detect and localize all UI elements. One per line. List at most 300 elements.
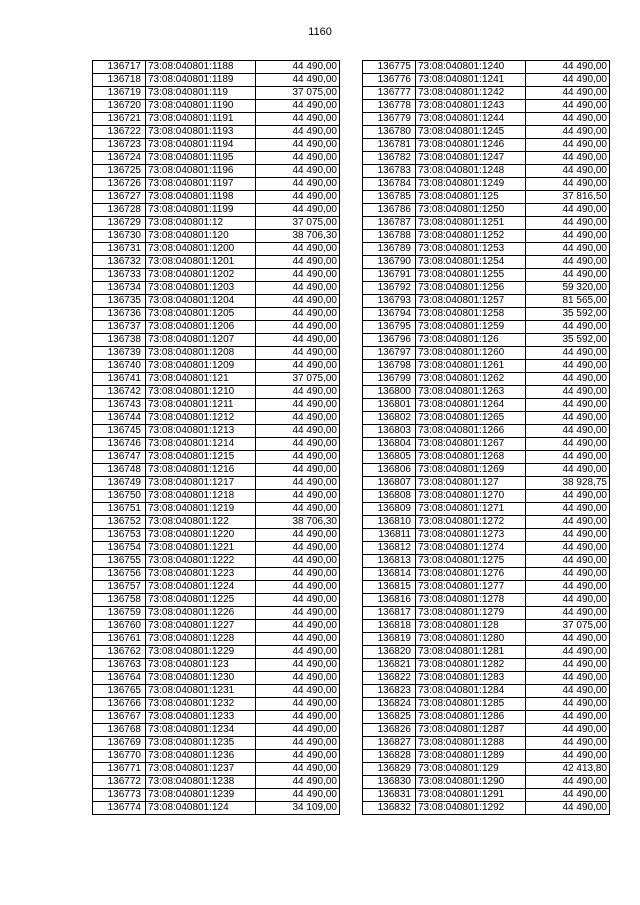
table-row bbox=[93, 594, 340, 607]
value-cell: 44 490,00 bbox=[526, 74, 610, 87]
row-id-cell: 136822 bbox=[363, 672, 416, 685]
cadastral-number-cell: 73:08:040801:1274 bbox=[416, 542, 526, 555]
cadastral-number-cell: 73:08:040801:1200 bbox=[146, 243, 256, 256]
cadastral-number-cell: 73:08:040801:1201 bbox=[146, 256, 256, 269]
table-row bbox=[363, 412, 610, 425]
table-row bbox=[93, 347, 340, 360]
value-cell: 44 490,00 bbox=[526, 100, 610, 113]
cadastral-number-cell: 73:08:040801:1246 bbox=[416, 139, 526, 152]
cadastral-number-cell: 73:08:040801:1238 bbox=[146, 776, 256, 789]
value-cell: 44 490,00 bbox=[526, 594, 610, 607]
row-id-cell: 136774 bbox=[93, 802, 146, 815]
row-id-cell: 136727 bbox=[93, 191, 146, 204]
cadastral-number-cell: 73:08:040801:1282 bbox=[416, 659, 526, 672]
value-cell: 44 490,00 bbox=[526, 425, 610, 438]
row-id-cell: 136824 bbox=[363, 698, 416, 711]
value-cell: 44 490,00 bbox=[256, 672, 340, 685]
row-id-cell: 136725 bbox=[93, 165, 146, 178]
cadastral-number-cell: 73:08:040801:1212 bbox=[146, 412, 256, 425]
value-cell: 44 490,00 bbox=[526, 386, 610, 399]
cadastral-number-cell: 73:08:040801:1262 bbox=[416, 373, 526, 386]
cadastral-number-cell: 73:08:040801:1278 bbox=[416, 594, 526, 607]
value-cell: 44 490,00 bbox=[526, 373, 610, 386]
table-row bbox=[93, 191, 340, 204]
table-row bbox=[363, 308, 610, 321]
cadastral-number-cell: 73:08:040801:128 bbox=[416, 620, 526, 633]
value-cell: 44 490,00 bbox=[526, 464, 610, 477]
value-cell: 44 490,00 bbox=[256, 243, 340, 256]
row-id-cell: 136790 bbox=[363, 256, 416, 269]
table-row bbox=[363, 555, 610, 568]
row-id-cell: 136830 bbox=[363, 776, 416, 789]
row-id-cell: 136764 bbox=[93, 672, 146, 685]
row-id-cell: 136770 bbox=[93, 750, 146, 763]
row-id-cell: 136781 bbox=[363, 139, 416, 152]
cadastral-number-cell: 73:08:040801:1215 bbox=[146, 451, 256, 464]
row-id-cell: 136763 bbox=[93, 659, 146, 672]
table-row bbox=[363, 282, 610, 295]
value-cell: 44 490,00 bbox=[526, 529, 610, 542]
cadastral-number-cell: 73:08:040801:1272 bbox=[416, 516, 526, 529]
row-id-cell: 136730 bbox=[93, 230, 146, 243]
row-id-cell: 136729 bbox=[93, 217, 146, 230]
row-id-cell: 136789 bbox=[363, 243, 416, 256]
value-cell: 44 490,00 bbox=[526, 360, 610, 373]
cadastral-number-cell: 73:08:040801:1269 bbox=[416, 464, 526, 477]
value-cell: 38 706,30 bbox=[256, 516, 340, 529]
table-row bbox=[363, 503, 610, 516]
cadastral-number-cell: 73:08:040801:1260 bbox=[416, 347, 526, 360]
row-id-cell: 136784 bbox=[363, 178, 416, 191]
value-cell: 44 490,00 bbox=[256, 334, 340, 347]
value-cell: 44 490,00 bbox=[256, 425, 340, 438]
cadastral-number-cell: 73:08:040801:1193 bbox=[146, 126, 256, 139]
value-cell: 44 490,00 bbox=[526, 607, 610, 620]
row-id-cell: 136748 bbox=[93, 464, 146, 477]
row-id-cell: 136823 bbox=[363, 685, 416, 698]
row-id-cell: 136720 bbox=[93, 100, 146, 113]
cadastral-number-cell: 73:08:040801:1235 bbox=[146, 737, 256, 750]
cadastral-number-cell: 73:08:040801:1257 bbox=[416, 295, 526, 308]
table-row bbox=[93, 295, 340, 308]
cadastral-number-cell: 73:08:040801:1214 bbox=[146, 438, 256, 451]
cadastral-number-cell: 73:08:040801:1277 bbox=[416, 581, 526, 594]
table-row bbox=[363, 802, 610, 815]
table-row bbox=[363, 685, 610, 698]
cadastral-number-cell: 73:08:040801:1244 bbox=[416, 113, 526, 126]
row-id-cell: 136751 bbox=[93, 503, 146, 516]
cadastral-number-cell: 73:08:040801:1203 bbox=[146, 282, 256, 295]
value-cell: 44 490,00 bbox=[256, 100, 340, 113]
table-row bbox=[363, 347, 610, 360]
value-cell: 44 490,00 bbox=[526, 724, 610, 737]
cadastral-number-cell: 73:08:040801:124 bbox=[146, 802, 256, 815]
table-row bbox=[363, 256, 610, 269]
cadastral-number-cell: 73:08:040801:121 bbox=[146, 373, 256, 386]
value-cell: 44 490,00 bbox=[526, 139, 610, 152]
cadastral-number-cell: 73:08:040801:1188 bbox=[146, 61, 256, 74]
value-cell: 44 490,00 bbox=[526, 672, 610, 685]
value-cell: 44 490,00 bbox=[256, 412, 340, 425]
cadastral-number-cell: 73:08:040801:1276 bbox=[416, 568, 526, 581]
row-id-cell: 136723 bbox=[93, 139, 146, 152]
table-row bbox=[363, 399, 610, 412]
row-id-cell: 136744 bbox=[93, 412, 146, 425]
cadastral-number-cell: 73:08:040801:1236 bbox=[146, 750, 256, 763]
row-id-cell: 136776 bbox=[363, 74, 416, 87]
table-row bbox=[363, 763, 610, 776]
cadastral-number-cell: 73:08:040801:1191 bbox=[146, 113, 256, 126]
value-cell: 44 490,00 bbox=[256, 386, 340, 399]
row-id-cell: 136809 bbox=[363, 503, 416, 516]
cadastral-number-cell: 73:08:040801:1251 bbox=[416, 217, 526, 230]
cadastral-number-cell: 73:08:040801:1219 bbox=[146, 503, 256, 516]
value-cell: 44 490,00 bbox=[256, 191, 340, 204]
value-cell: 44 490,00 bbox=[256, 711, 340, 724]
row-id-cell: 136726 bbox=[93, 178, 146, 191]
value-cell: 44 490,00 bbox=[256, 737, 340, 750]
cadastral-number-cell: 73:08:040801:1221 bbox=[146, 542, 256, 555]
table-row bbox=[93, 451, 340, 464]
row-id-cell: 136804 bbox=[363, 438, 416, 451]
value-cell: 44 490,00 bbox=[526, 750, 610, 763]
row-id-cell: 136728 bbox=[93, 204, 146, 217]
cadastral-number-cell: 73:08:040801:1208 bbox=[146, 347, 256, 360]
value-cell: 44 490,00 bbox=[256, 399, 340, 412]
table-row bbox=[363, 737, 610, 750]
row-id-cell: 136734 bbox=[93, 282, 146, 295]
row-id-cell: 136749 bbox=[93, 477, 146, 490]
row-id-cell: 136782 bbox=[363, 152, 416, 165]
value-cell: 44 490,00 bbox=[526, 789, 610, 802]
value-cell: 44 490,00 bbox=[526, 646, 610, 659]
value-cell: 44 490,00 bbox=[256, 555, 340, 568]
row-id-cell: 136721 bbox=[93, 113, 146, 126]
row-id-cell: 136775 bbox=[363, 61, 416, 74]
value-cell: 44 490,00 bbox=[256, 178, 340, 191]
cadastral-number-cell: 73:08:040801:1241 bbox=[416, 74, 526, 87]
row-id-cell: 136750 bbox=[93, 490, 146, 503]
row-id-cell: 136742 bbox=[93, 386, 146, 399]
value-cell: 37 816,50 bbox=[526, 191, 610, 204]
table-row bbox=[93, 256, 340, 269]
value-cell: 44 490,00 bbox=[256, 282, 340, 295]
value-cell: 44 490,00 bbox=[526, 165, 610, 178]
row-id-cell: 136805 bbox=[363, 451, 416, 464]
cadastral-number-cell: 73:08:040801:1205 bbox=[146, 308, 256, 321]
row-id-cell: 136800 bbox=[363, 386, 416, 399]
row-id-cell: 136768 bbox=[93, 724, 146, 737]
row-id-cell: 136797 bbox=[363, 347, 416, 360]
table-row bbox=[363, 789, 610, 802]
value-cell: 44 490,00 bbox=[526, 581, 610, 594]
cadastral-number-cell: 73:08:040801:1217 bbox=[146, 477, 256, 490]
cadastral-number-cell: 73:08:040801:126 bbox=[416, 334, 526, 347]
cadastral-number-cell: 73:08:040801:1197 bbox=[146, 178, 256, 191]
table-row bbox=[363, 61, 610, 74]
row-id-cell: 136814 bbox=[363, 568, 416, 581]
cadastral-number-cell: 73:08:040801:1275 bbox=[416, 555, 526, 568]
cadastral-number-cell: 73:08:040801:1237 bbox=[146, 763, 256, 776]
table-row bbox=[363, 646, 610, 659]
table-row bbox=[363, 230, 610, 243]
right-table bbox=[362, 60, 610, 815]
table-row bbox=[93, 503, 340, 516]
table-row bbox=[363, 542, 610, 555]
row-id-cell: 136803 bbox=[363, 425, 416, 438]
table-row bbox=[93, 542, 340, 555]
table-row bbox=[363, 321, 610, 334]
table-row bbox=[93, 321, 340, 334]
cadastral-number-cell: 73:08:040801:1243 bbox=[416, 100, 526, 113]
row-id-cell: 136769 bbox=[93, 737, 146, 750]
row-id-cell: 136740 bbox=[93, 360, 146, 373]
cadastral-number-cell: 73:08:040801:1207 bbox=[146, 334, 256, 347]
table-row bbox=[363, 568, 610, 581]
value-cell: 44 490,00 bbox=[256, 542, 340, 555]
table-row bbox=[363, 178, 610, 191]
value-cell: 44 490,00 bbox=[256, 477, 340, 490]
cadastral-number-cell: 73:08:040801:1226 bbox=[146, 607, 256, 620]
table-row bbox=[93, 282, 340, 295]
left-table bbox=[92, 60, 340, 815]
table-row bbox=[93, 737, 340, 750]
table-row bbox=[93, 178, 340, 191]
cadastral-number-cell: 73:08:040801:1250 bbox=[416, 204, 526, 217]
row-id-cell: 136786 bbox=[363, 204, 416, 217]
row-id-cell: 136794 bbox=[363, 308, 416, 321]
table-row bbox=[363, 139, 610, 152]
row-id-cell: 136829 bbox=[363, 763, 416, 776]
table-row bbox=[93, 126, 340, 139]
table-row bbox=[363, 191, 610, 204]
cadastral-number-cell: 73:08:040801:12 bbox=[146, 217, 256, 230]
row-id-cell: 136780 bbox=[363, 126, 416, 139]
cadastral-number-cell: 73:08:040801:1210 bbox=[146, 386, 256, 399]
table-row bbox=[363, 74, 610, 87]
row-id-cell: 136811 bbox=[363, 529, 416, 542]
table-row bbox=[93, 698, 340, 711]
row-id-cell: 136826 bbox=[363, 724, 416, 737]
cadastral-number-cell: 73:08:040801:1259 bbox=[416, 321, 526, 334]
table-row bbox=[93, 763, 340, 776]
cadastral-number-cell: 73:08:040801:1247 bbox=[416, 152, 526, 165]
value-cell: 37 075,00 bbox=[256, 373, 340, 386]
value-cell: 44 490,00 bbox=[526, 776, 610, 789]
value-cell: 59 320,00 bbox=[526, 282, 610, 295]
row-id-cell: 136810 bbox=[363, 516, 416, 529]
row-id-cell: 136756 bbox=[93, 568, 146, 581]
row-id-cell: 136762 bbox=[93, 646, 146, 659]
cadastral-number-cell: 73:08:040801:119 bbox=[146, 87, 256, 100]
value-cell: 44 490,00 bbox=[526, 503, 610, 516]
table-row bbox=[93, 633, 340, 646]
table-row bbox=[93, 113, 340, 126]
value-cell: 44 490,00 bbox=[526, 568, 610, 581]
value-cell: 44 490,00 bbox=[526, 711, 610, 724]
table-row bbox=[93, 711, 340, 724]
row-id-cell: 136792 bbox=[363, 282, 416, 295]
cadastral-number-cell: 73:08:040801:1287 bbox=[416, 724, 526, 737]
value-cell: 44 490,00 bbox=[256, 61, 340, 74]
cadastral-number-cell: 73:08:040801:1270 bbox=[416, 490, 526, 503]
cadastral-number-cell: 73:08:040801:1220 bbox=[146, 529, 256, 542]
cadastral-number-cell: 73:08:040801:1255 bbox=[416, 269, 526, 282]
value-cell: 81 565,00 bbox=[526, 295, 610, 308]
value-cell: 34 109,00 bbox=[256, 802, 340, 815]
table-row bbox=[93, 789, 340, 802]
value-cell: 44 490,00 bbox=[526, 217, 610, 230]
value-cell: 44 490,00 bbox=[256, 308, 340, 321]
value-cell: 44 490,00 bbox=[526, 412, 610, 425]
table-row bbox=[93, 776, 340, 789]
row-id-cell: 136808 bbox=[363, 490, 416, 503]
value-cell: 44 490,00 bbox=[256, 152, 340, 165]
value-cell: 44 490,00 bbox=[526, 698, 610, 711]
cadastral-number-cell: 73:08:040801:1285 bbox=[416, 698, 526, 711]
value-cell: 44 490,00 bbox=[256, 490, 340, 503]
table-row bbox=[93, 386, 340, 399]
value-cell: 44 490,00 bbox=[526, 542, 610, 555]
cadastral-number-cell: 73:08:040801:1267 bbox=[416, 438, 526, 451]
value-cell: 44 490,00 bbox=[256, 568, 340, 581]
table-row bbox=[363, 750, 610, 763]
row-id-cell: 136825 bbox=[363, 711, 416, 724]
table-row bbox=[363, 165, 610, 178]
table-row bbox=[93, 802, 340, 815]
table-row bbox=[93, 672, 340, 685]
row-id-cell: 136812 bbox=[363, 542, 416, 555]
cadastral-number-cell: 73:08:040801:1240 bbox=[416, 61, 526, 74]
value-cell: 44 490,00 bbox=[256, 698, 340, 711]
table-row bbox=[93, 581, 340, 594]
table-row bbox=[93, 555, 340, 568]
cadastral-number-cell: 73:08:040801:1230 bbox=[146, 672, 256, 685]
cadastral-number-cell: 73:08:040801:1291 bbox=[416, 789, 526, 802]
row-id-cell: 136759 bbox=[93, 607, 146, 620]
cadastral-number-cell: 73:08:040801:1284 bbox=[416, 685, 526, 698]
row-id-cell: 136753 bbox=[93, 529, 146, 542]
row-id-cell: 136785 bbox=[363, 191, 416, 204]
table-row bbox=[363, 243, 610, 256]
cadastral-number-cell: 73:08:040801:1194 bbox=[146, 139, 256, 152]
row-id-cell: 136820 bbox=[363, 646, 416, 659]
table-row bbox=[363, 87, 610, 100]
value-cell: 44 490,00 bbox=[256, 464, 340, 477]
table-row bbox=[93, 204, 340, 217]
cadastral-number-cell: 73:08:040801:125 bbox=[416, 191, 526, 204]
value-cell: 44 490,00 bbox=[256, 659, 340, 672]
table-row bbox=[363, 204, 610, 217]
cadastral-number-cell: 73:08:040801:1286 bbox=[416, 711, 526, 724]
cadastral-number-cell: 73:08:040801:1289 bbox=[416, 750, 526, 763]
row-id-cell: 136738 bbox=[93, 334, 146, 347]
cadastral-number-cell: 73:08:040801:1206 bbox=[146, 321, 256, 334]
table-row bbox=[363, 269, 610, 282]
value-cell: 44 490,00 bbox=[256, 776, 340, 789]
table-row bbox=[93, 360, 340, 373]
value-cell: 44 490,00 bbox=[256, 607, 340, 620]
cadastral-number-cell: 73:08:040801:1228 bbox=[146, 633, 256, 646]
row-id-cell: 136815 bbox=[363, 581, 416, 594]
value-cell: 44 490,00 bbox=[256, 139, 340, 152]
row-id-cell: 136813 bbox=[363, 555, 416, 568]
row-id-cell: 136791 bbox=[363, 269, 416, 282]
cadastral-number-cell: 73:08:040801:122 bbox=[146, 516, 256, 529]
value-cell: 44 490,00 bbox=[526, 113, 610, 126]
value-cell: 44 490,00 bbox=[526, 399, 610, 412]
value-cell: 44 490,00 bbox=[526, 490, 610, 503]
value-cell: 37 075,00 bbox=[256, 87, 340, 100]
row-id-cell: 136739 bbox=[93, 347, 146, 360]
row-id-cell: 136779 bbox=[363, 113, 416, 126]
value-cell: 44 490,00 bbox=[526, 633, 610, 646]
table-row bbox=[363, 724, 610, 737]
value-cell: 44 490,00 bbox=[526, 61, 610, 74]
row-id-cell: 136827 bbox=[363, 737, 416, 750]
cadastral-number-cell: 73:08:040801:1190 bbox=[146, 100, 256, 113]
value-cell: 44 490,00 bbox=[526, 87, 610, 100]
row-id-cell: 136732 bbox=[93, 256, 146, 269]
row-id-cell: 136736 bbox=[93, 308, 146, 321]
row-id-cell: 136795 bbox=[363, 321, 416, 334]
table-row bbox=[93, 438, 340, 451]
value-cell: 44 490,00 bbox=[526, 438, 610, 451]
row-id-cell: 136741 bbox=[93, 373, 146, 386]
cadastral-number-cell: 73:08:040801:1263 bbox=[416, 386, 526, 399]
row-id-cell: 136796 bbox=[363, 334, 416, 347]
table-row bbox=[93, 87, 340, 100]
row-id-cell: 136816 bbox=[363, 594, 416, 607]
cadastral-number-cell: 73:08:040801:1288 bbox=[416, 737, 526, 750]
value-cell: 44 490,00 bbox=[256, 685, 340, 698]
table-row bbox=[93, 568, 340, 581]
cadastral-number-cell: 73:08:040801:1198 bbox=[146, 191, 256, 204]
table-row bbox=[93, 165, 340, 178]
cadastral-number-cell: 73:08:040801:1202 bbox=[146, 269, 256, 282]
table-row bbox=[363, 126, 610, 139]
table-row bbox=[93, 750, 340, 763]
cadastral-number-cell: 73:08:040801:1273 bbox=[416, 529, 526, 542]
value-cell: 44 490,00 bbox=[256, 360, 340, 373]
table-row bbox=[363, 659, 610, 672]
table-row bbox=[363, 490, 610, 503]
cadastral-number-cell: 73:08:040801:1249 bbox=[416, 178, 526, 191]
row-id-cell: 136761 bbox=[93, 633, 146, 646]
value-cell: 44 490,00 bbox=[526, 243, 610, 256]
value-cell: 44 490,00 bbox=[256, 204, 340, 217]
value-cell: 44 490,00 bbox=[526, 685, 610, 698]
cadastral-number-cell: 73:08:040801:1242 bbox=[416, 87, 526, 100]
table-row bbox=[363, 620, 610, 633]
cadastral-number-cell: 73:08:040801:1253 bbox=[416, 243, 526, 256]
row-id-cell: 136760 bbox=[93, 620, 146, 633]
row-id-cell: 136806 bbox=[363, 464, 416, 477]
row-id-cell: 136819 bbox=[363, 633, 416, 646]
row-id-cell: 136755 bbox=[93, 555, 146, 568]
row-id-cell: 136737 bbox=[93, 321, 146, 334]
value-cell: 44 490,00 bbox=[526, 555, 610, 568]
cadastral-number-cell: 73:08:040801:1195 bbox=[146, 152, 256, 165]
row-id-cell: 136724 bbox=[93, 152, 146, 165]
cadastral-number-cell: 73:08:040801:1223 bbox=[146, 568, 256, 581]
row-id-cell: 136718 bbox=[93, 74, 146, 87]
table-row bbox=[93, 646, 340, 659]
row-id-cell: 136773 bbox=[93, 789, 146, 802]
value-cell: 44 490,00 bbox=[526, 802, 610, 815]
value-cell: 44 490,00 bbox=[526, 152, 610, 165]
row-id-cell: 136831 bbox=[363, 789, 416, 802]
